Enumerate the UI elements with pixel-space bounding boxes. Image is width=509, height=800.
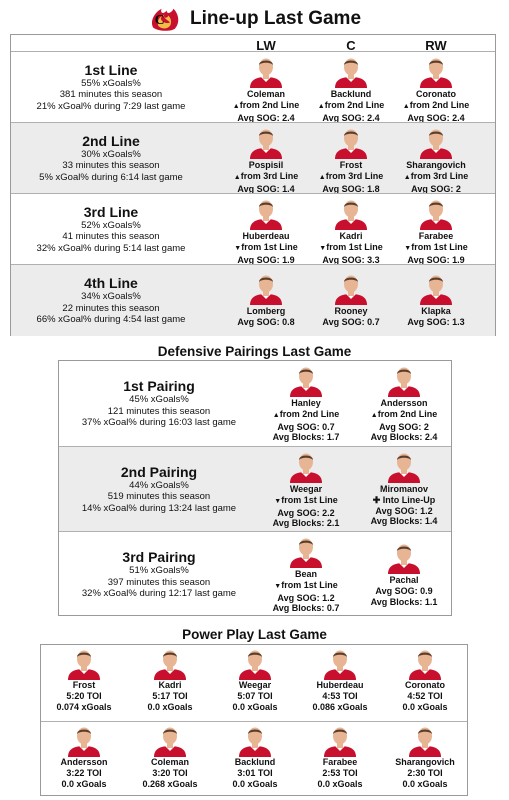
player-headshot-icon: [323, 725, 357, 757]
line-minutes: 22 minutes this season: [62, 302, 160, 314]
line-title: 2nd Line: [82, 132, 140, 149]
pairing-title: 1st Pairing: [123, 378, 195, 395]
player-avg-sog: Avg SOG: 2: [411, 183, 461, 194]
player-avg-blocks: Avg Blocks: 0.7: [272, 603, 340, 613]
player-xgoals: 0.268 xGoals: [142, 779, 198, 789]
player-move-note: [233, 100, 299, 113]
player-avg-blocks: Avg Blocks: 1.4: [370, 516, 438, 526]
player-headshot-icon: [67, 725, 101, 757]
player-name: Andersson: [60, 757, 108, 767]
player-name: Pospisil: [248, 160, 284, 170]
player-name: Coronato: [405, 680, 445, 690]
pairing-minutes: 519 minutes this season: [107, 491, 211, 503]
player-avg-sog: Avg SOG: 2.4: [237, 112, 295, 123]
player-avg-sog: Avg SOG: 2.2: [277, 507, 335, 518]
powerplay-row: [41, 721, 467, 797]
player-name: Huberdeau: [242, 231, 290, 241]
player-card: [261, 536, 351, 614]
defensive-pairings-table: [58, 360, 452, 616]
player-card: [391, 273, 481, 328]
player-card: [221, 273, 311, 328]
forward-lines-table: [10, 34, 496, 336]
player-name: Kadri: [339, 231, 363, 241]
pairing-xgoals: 51% xGoals%: [129, 565, 189, 577]
powerplay-player-card: [212, 648, 298, 713]
defense-pair-row: [59, 531, 451, 617]
forward-line-row: [11, 51, 495, 122]
player-card: [359, 542, 449, 607]
player-move-text: from 2nd Line: [324, 100, 385, 110]
line-xgoals: 34% xGoals%: [81, 291, 141, 303]
line-minutes: 381 minutes this season: [59, 89, 163, 101]
arrow-up-icon: ▲: [403, 174, 411, 181]
player-xgoals: 0.086 xGoals: [312, 702, 368, 712]
player-toi: 2:53 TOI: [322, 768, 358, 778]
player-name: Klapka: [421, 306, 451, 316]
pairing-last-game: 32% xGoal% during 12:17 last game: [81, 588, 237, 600]
player-toi: 4:52 TOI: [407, 691, 443, 701]
player-name: Backlund: [234, 757, 276, 767]
player-toi: 4:53 TOI: [322, 691, 358, 701]
pairing-last-game: 14% xGoal% during 13:24 last game: [81, 502, 237, 514]
player-move-note: [404, 242, 467, 255]
plus-icon: ✚: [372, 495, 383, 505]
player-card: [391, 56, 481, 123]
arrow-down-icon: ▼: [274, 498, 282, 505]
player-headshot-icon: [249, 127, 283, 159]
player-headshot-icon: [289, 536, 323, 568]
player-xgoals: 0.0 xGoals: [402, 702, 448, 712]
player-card: [306, 198, 396, 265]
player-avg-sog: Avg SOG: 1.3: [407, 317, 465, 327]
arrow-up-icon: ▲: [402, 103, 410, 110]
player-move-text: from 3rd Line: [325, 171, 384, 181]
player-name: Farabee: [418, 231, 454, 241]
player-name: Sharangovich: [395, 757, 455, 767]
player-toi: 3:20 TOI: [152, 768, 188, 778]
player-move-text: from 2nd Line: [377, 409, 438, 419]
player-headshot-icon: [249, 273, 283, 305]
player-card: [306, 56, 396, 123]
player-headshot-icon: [323, 648, 357, 680]
player-name: Rooney: [334, 306, 368, 316]
defense-title: Defensive Pairings Last Game: [157, 344, 352, 359]
player-name: Weegar: [238, 680, 272, 690]
player-name: Lomberg: [246, 306, 286, 316]
player-move-text: from 1st Line: [281, 495, 338, 505]
player-toi: 2:30 TOI: [407, 768, 443, 778]
player-card: [391, 198, 481, 265]
player-avg-sog: Avg SOG: 1.8: [322, 183, 380, 194]
powerplay-player-card: [212, 725, 298, 790]
player-move-note: [234, 242, 297, 255]
player-headshot-icon: [153, 725, 187, 757]
player-move-note: [319, 171, 383, 184]
arrow-down-icon: ▼: [234, 245, 242, 252]
player-headshot-icon: [289, 365, 323, 397]
player-xgoals: 0.0 xGoals: [402, 779, 448, 789]
player-move-note: [404, 171, 468, 184]
svg-text:C: C: [154, 12, 165, 28]
arrow-up-icon: ▲: [232, 103, 240, 110]
page-header: [0, 4, 509, 34]
player-xgoals: 0.0 xGoals: [61, 779, 107, 789]
flames-logo-icon: [148, 5, 182, 33]
player-headshot-icon: [408, 725, 442, 757]
player-name: Coronato: [416, 89, 456, 99]
player-headshot-icon: [387, 542, 421, 574]
player-avg-sog: Avg SOG: 1.9: [407, 254, 465, 265]
player-headshot-icon: [334, 56, 368, 88]
pairing-info: [59, 361, 259, 446]
arrow-down-icon: ▼: [274, 583, 282, 590]
player-name: Frost: [339, 160, 363, 170]
player-avg-blocks: Avg Blocks: 2.4: [370, 432, 438, 442]
player-toi: 5:17 TOI: [152, 691, 188, 701]
player-avg-sog: Avg SOG: 0.7: [322, 317, 380, 327]
player-move-text: from 2nd Line: [409, 100, 470, 110]
player-headshot-icon: [289, 451, 323, 483]
player-name: Andersson: [380, 398, 428, 408]
player-name: Backlund: [330, 89, 372, 99]
arrow-up-icon: ▲: [233, 174, 241, 181]
player-avg-sog: Avg SOG: 1.2: [277, 592, 335, 603]
player-name: Huberdeau: [316, 680, 364, 690]
forward-line-row: [11, 193, 495, 264]
pairing-minutes: 397 minutes this season: [107, 576, 211, 588]
player-move-text: from 2nd Line: [239, 100, 300, 110]
player-name: Kadri: [158, 680, 182, 690]
player-headshot-icon: [249, 198, 283, 230]
powerplay-player-card: [382, 648, 468, 713]
player-avg-blocks: Avg Blocks: 1.7: [272, 432, 340, 442]
line-minutes: 33 minutes this season: [62, 160, 160, 172]
player-avg-sog: Avg SOG: 3.3: [322, 254, 380, 265]
player-name: Sharangovich: [406, 160, 466, 170]
powerplay-player-card: [297, 648, 383, 713]
line-title: 3rd Line: [83, 203, 139, 220]
arrow-down-icon: ▼: [319, 245, 327, 252]
player-move-text: Into Line-Up: [382, 495, 436, 505]
player-move-text: from 3rd Line: [240, 171, 299, 181]
powerplay-player-card: [382, 725, 468, 790]
player-headshot-icon: [334, 273, 368, 305]
player-avg-sog: Avg SOG: 0.9: [375, 586, 433, 596]
line-title: 1st Line: [84, 61, 138, 78]
player-card: [261, 365, 351, 443]
player-move-note: [274, 580, 337, 593]
forward-line-row: [11, 122, 495, 193]
powerplay-title: Power Play Last Game: [182, 627, 327, 642]
player-card: [306, 273, 396, 328]
powerplay-player-card: [297, 725, 383, 790]
player-name: Frost: [72, 680, 96, 690]
powerplay-table: [40, 644, 468, 796]
powerplay-player-card: [127, 648, 213, 713]
pairing-title: 3rd Pairing: [122, 549, 196, 566]
player-card: [306, 127, 396, 194]
line-minutes: 41 minutes this season: [62, 231, 160, 243]
line-last-game: 21% xGoal% during 7:29 last game: [36, 100, 186, 112]
arrow-up-icon: ▲: [370, 412, 378, 419]
player-headshot-icon: [419, 56, 453, 88]
player-move-text: from 2nd Line: [279, 409, 340, 419]
column-header-c: C: [346, 38, 356, 53]
player-move-note: [274, 495, 337, 508]
player-xgoals: 0.0 xGoals: [147, 702, 193, 712]
player-avg-sog: Avg SOG: 1.9: [237, 254, 295, 265]
line-xgoals: 30% xGoals%: [81, 148, 141, 160]
powerplay-player-card: [41, 648, 127, 713]
player-move-text: from 1st Line: [241, 242, 298, 252]
player-move-note: [273, 409, 339, 422]
player-toi: 3:01 TOI: [237, 768, 273, 778]
line-last-game: 66% xGoal% during 4:54 last game: [36, 314, 186, 326]
lineup-title: Line-up Last Game: [189, 8, 362, 29]
arrow-down-icon: ▼: [404, 245, 412, 252]
line-info: [11, 194, 211, 264]
player-move-note: [371, 409, 437, 422]
player-avg-sog: Avg SOG: 1.2: [375, 505, 433, 516]
player-toi: 5:07 TOI: [237, 691, 273, 701]
player-name: Farabee: [322, 757, 358, 767]
line-xgoals: 55% xGoals%: [81, 77, 141, 89]
column-header-lw: LW: [256, 38, 276, 53]
player-move-text: from 3rd Line: [410, 171, 469, 181]
player-headshot-icon: [238, 725, 272, 757]
powerplay-row: [41, 645, 467, 721]
line-info: [11, 123, 211, 193]
pairing-info: [59, 447, 259, 531]
player-card: [221, 198, 311, 265]
defense-pair-row: [59, 446, 451, 531]
player-headshot-icon: [153, 648, 187, 680]
player-name: Hanley: [291, 398, 321, 408]
player-headshot-icon: [249, 56, 283, 88]
player-toi: 5:20 TOI: [66, 691, 102, 701]
pairing-xgoals: 45% xGoals%: [129, 394, 189, 406]
player-card: [359, 451, 449, 527]
arrow-up-icon: ▲: [272, 412, 280, 419]
forward-line-row: [11, 264, 495, 336]
player-avg-blocks: Avg Blocks: 2.1: [272, 518, 340, 528]
player-move-note: [319, 242, 382, 255]
player-name: Bean: [294, 569, 317, 579]
line-title: 4th Line: [84, 275, 138, 292]
player-card: [261, 451, 351, 529]
powerplay-player-card: [127, 725, 213, 790]
player-headshot-icon: [419, 127, 453, 159]
pairing-minutes: 121 minutes this season: [107, 405, 211, 417]
player-move-note: [234, 171, 298, 184]
player-headshot-icon: [387, 451, 421, 483]
player-card: [391, 127, 481, 194]
player-name: Miromanov: [379, 484, 428, 494]
pairing-xgoals: 44% xGoals%: [129, 479, 189, 491]
player-name: Coleman: [150, 757, 189, 767]
line-last-game: 5% xGoal% during 6:14 last game: [39, 171, 183, 183]
pairing-last-game: 37% xGoal% during 16:03 last game: [81, 417, 237, 429]
player-name: Coleman: [246, 89, 285, 99]
player-move-note: [403, 100, 469, 113]
player-avg-sog: Avg SOG: 2: [379, 421, 429, 432]
player-avg-sog: Avg SOG: 1.4: [237, 183, 295, 194]
arrow-up-icon: ▲: [318, 174, 326, 181]
line-info: [11, 265, 211, 336]
player-headshot-icon: [67, 648, 101, 680]
player-card: [221, 56, 311, 123]
player-xgoals: 0.0 xGoals: [232, 779, 278, 789]
player-headshot-icon: [387, 365, 421, 397]
player-headshot-icon: [238, 648, 272, 680]
player-headshot-icon: [419, 273, 453, 305]
line-info: [11, 52, 211, 122]
pairing-title: 2nd Pairing: [120, 463, 198, 480]
line-last-game: 32% xGoal% during 5:14 last game: [36, 242, 186, 254]
player-headshot-icon: [334, 198, 368, 230]
player-xgoals: 0.0 xGoals: [317, 779, 363, 789]
column-header-rw: RW: [425, 38, 447, 53]
powerplay-player-card: [41, 725, 127, 790]
player-move-text: from 1st Line: [281, 580, 338, 590]
player-move-text: from 1st Line: [411, 242, 468, 252]
player-xgoals: 0.074 xGoals: [56, 702, 112, 712]
player-toi: 3:22 TOI: [66, 768, 102, 778]
player-xgoals: 0.0 xGoals: [232, 702, 278, 712]
pairing-info: [59, 532, 259, 617]
player-avg-sog: Avg SOG: 0.8: [237, 317, 295, 327]
player-name: Pachal: [389, 575, 419, 585]
player-move-text: from 1st Line: [326, 242, 383, 252]
player-card: [359, 365, 449, 443]
player-move-note: [318, 100, 384, 113]
defense-pair-row: [59, 361, 451, 446]
player-avg-blocks: Avg Blocks: 1.1: [370, 596, 438, 607]
player-avg-sog: Avg SOG: 2.4: [407, 112, 465, 123]
player-move-note: [373, 495, 436, 506]
line-xgoals: 52% xGoals%: [81, 219, 141, 231]
arrow-up-icon: ▲: [317, 103, 325, 110]
player-avg-sog: Avg SOG: 0.7: [277, 421, 335, 432]
player-card: [221, 127, 311, 194]
player-name: Weegar: [289, 484, 323, 494]
player-avg-sog: Avg SOG: 2.4: [322, 112, 380, 123]
player-headshot-icon: [408, 648, 442, 680]
player-headshot-icon: [334, 127, 368, 159]
player-headshot-icon: [419, 198, 453, 230]
